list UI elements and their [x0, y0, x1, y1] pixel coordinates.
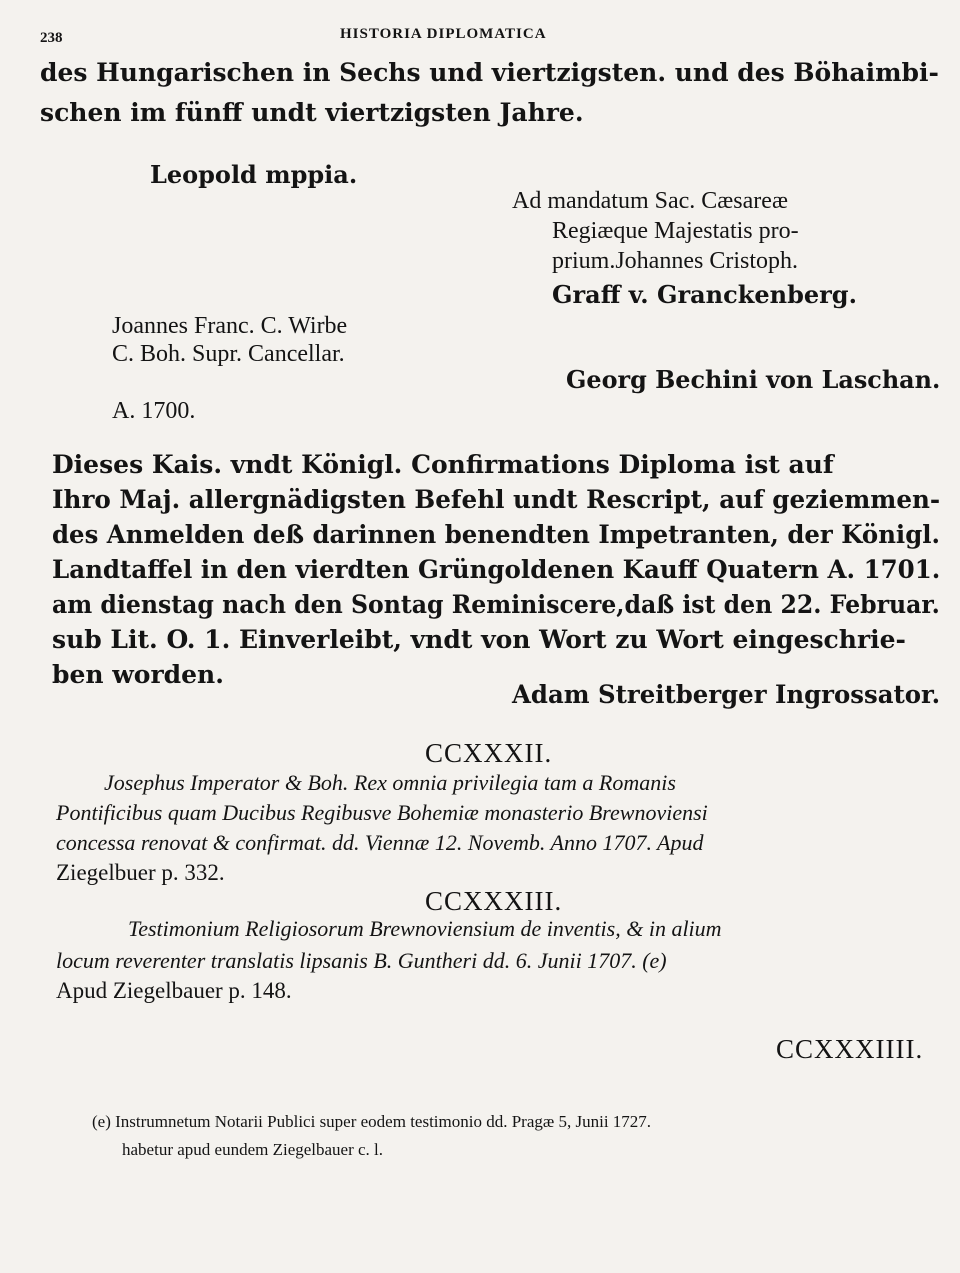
section-heading-ccxxxiiii: CCXXXIIII. — [776, 1034, 924, 1064]
confirmation-line-2: Ihro Maj. allergnädigsten Befehl undt Rescript, auf geziemmen- — [52, 485, 941, 514]
footnote-line-2: habetur apud eundem Ziegelbauer c. l. — [122, 1140, 384, 1159]
signature-date: A. 1700. — [112, 398, 196, 424]
ccxxxii-line-3: concessa renovat & confirmat. dd. Viennæ 12. Novemb. Anno 1707. Apud — [56, 830, 704, 855]
running-title: HISTORIA DIPLOMATICA — [340, 26, 547, 42]
ccxxxii-line-2: Pontificibus quam Ducibus Regibusve Bohemiæ monasterio Brewnoviensi — [56, 800, 708, 825]
confirmation-line-1: Dieses Kais. vndt Königl. Confirmations Diploma ist auf — [52, 450, 834, 479]
wirbe-line-2: C. Boh. Supr. Cancellar. — [112, 341, 345, 367]
section-heading-ccxxxii: CCXXXII. — [425, 738, 553, 768]
ccxxxiii-line-1: Testimonium Religiosorum Brewnoviensium de inventis, & in alium — [128, 916, 722, 941]
confirmation-line-7: ben worden. — [52, 660, 224, 689]
signature-georg: Georg Bechini von Laschan. — [566, 365, 941, 394]
confirmation-line-3: des Anmelden deß darinnen benendten Impetranten, der Königl. — [52, 520, 941, 549]
footnote-line-1: (e) Instrumnetum Notarii Publici super eodem testimonio dd. Pragæ 5, Junii 1727. — [92, 1112, 652, 1131]
mandate-line-3: prium.Johannes Cristoph. — [552, 248, 798, 274]
section-heading-ccxxxiii: CCXXXIII. — [425, 886, 563, 916]
signature-graff: Graff v. Granckenberg. — [552, 280, 857, 309]
confirmation-line-4: Landtaffel in den vierdten Grüngoldenen Kauff Quatern A. 1701. — [52, 555, 941, 584]
opening-line-2: schen im fünff undt viertzigsten Jahre. — [40, 98, 584, 127]
wirbe-line-1: Joannes Franc. C. Wirbe — [112, 313, 348, 339]
ccxxxiii-line-3: Apud Ziegelbauer p. 148. — [56, 978, 292, 1003]
ccxxxii-line-1: Josephus Imperator & Boh. Rex omnia privilegia tam a Romanis — [104, 770, 676, 795]
ccxxxiii-line-2: locum reverenter translatis lipsanis B. Guntheri dd. 6. Junii 1707. (e) — [56, 948, 667, 973]
page-number: 238 — [40, 30, 63, 46]
mandate-line-1: Ad mandatum Sac. Cæsareæ — [512, 188, 788, 214]
signature-leopold: Leopold mppia. — [150, 160, 358, 189]
ccxxxii-line-4: Ziegelbuer p. 332. — [56, 860, 225, 885]
opening-line-1: des Hungarischen in Sechs und viertzigsten. und des Böhaimbi- — [40, 58, 939, 87]
ingrossator-signature: Adam Streitberger Ingrossator. — [512, 680, 941, 709]
confirmation-line-5: am dienstag nach den Sontag Reminiscere,daß ist den 22. Februar. — [52, 590, 940, 619]
mandate-line-2: Regiæque Majestatis pro- — [552, 218, 799, 244]
confirmation-line-6: sub Lit. O. 1. Einverleibt, vndt von Wort zu Wort eingeschrie- — [52, 625, 906, 654]
